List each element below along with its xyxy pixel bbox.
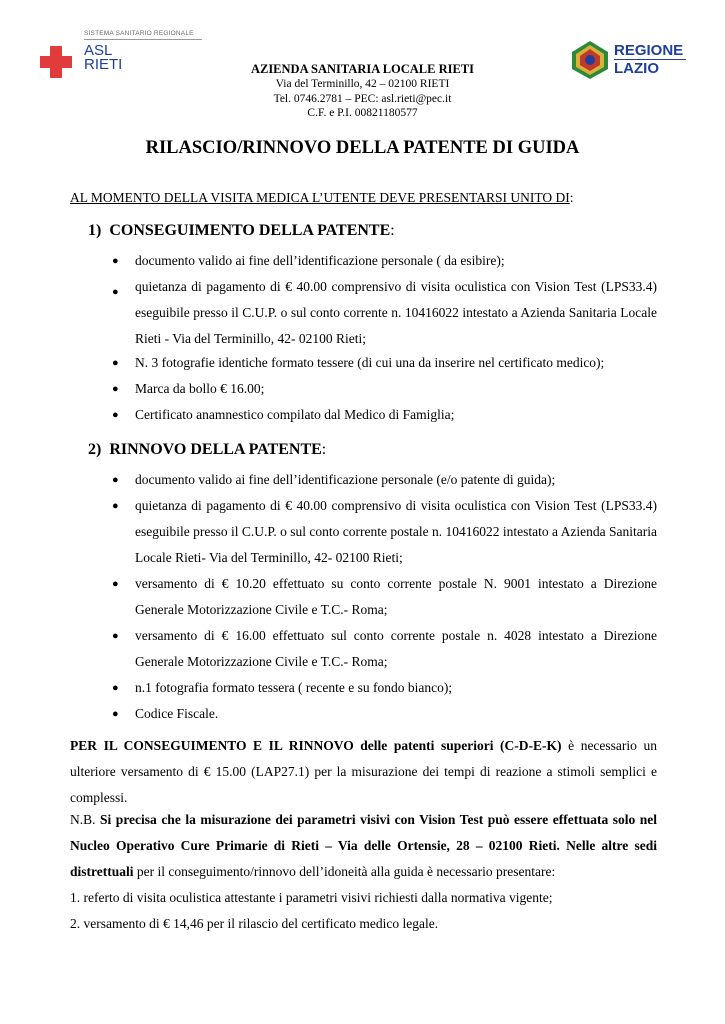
nb-text: per il conseguimento/rinnovo dell’idoneità alla guida è necessario presentare: [133, 864, 556, 879]
organization-address: Via del Terminillo, 42 – 02100 RIETI [275, 78, 450, 90]
section2-item: documento valido ai fine dell’identificazione personale (e/o patente di guida); [135, 472, 556, 487]
red-cross-icon [38, 44, 74, 80]
intro-line [70, 190, 573, 206]
superior-licence-note-text: è necessario un ulteriore versamento di € 15.00 (LAP27.1) per la misurazione dei tempi di reazione a stimoli semplici e complessi. [70, 738, 657, 805]
asl-wordmark-line2: RIETI [84, 56, 123, 73]
regione-lazio-emblem-icon [570, 40, 610, 80]
section1-item: Certificato anamnestico compilato dal Medico di Famiglia; [135, 407, 455, 422]
bullet-icon: ● [112, 500, 119, 512]
section1-item: quietanza di pagamento di € 40.00 comprensivo di visita oculistica con Vision Test (LPS33.4) eseguibile presso il C.U.P. o sul conto corrente n. 10416022 intestato a Azienda Sanitaria Locale Rieti - Via del Terminillo, 42- 02100 Rieti; [135, 279, 657, 346]
section2-suffix: : [321, 441, 327, 458]
bullet-icon: ● [112, 578, 119, 590]
section2-item: versamento di € 10.20 effettuato su conto corrente postale N. 9001 intestato a Direzione Generale Motorizzazione Civile e T.C.- Roma; [135, 576, 657, 617]
superior-licence-note [70, 733, 657, 811]
section2-item: quietanza di pagamento di € 40.00 comprensivo di visita oculistica con Vision Test (LPS33.4) eseguibile presso il C.U.P. o sul conto corrente postale n. 10416022 intestato a Azienda Sanitaria Locale Rieti- Via del Terminillo, 42- 02100 Rieti; [135, 498, 657, 565]
section2-number: 2) [88, 441, 102, 458]
bullet-icon: ● [112, 409, 119, 421]
final-item: 2. versamento di € 14,46 per il rilascio del certificato medico legale. [70, 916, 439, 931]
intro-suffix: : [569, 190, 574, 205]
asl-rieti-logo [36, 30, 206, 86]
section2-item: versamento di € 16.00 effettuato sul conto corrente postale n. 4028 intestato a Direzione Generale Motorizzazione Civile e T.C.- Roma; [135, 628, 657, 669]
bullet-icon: ● [112, 474, 119, 486]
bullet-icon: ● [112, 630, 119, 642]
section1-item: N. 3 fotografie identiche formato tessere (di cui una da inserire nel certificato medico); [135, 355, 605, 370]
section1-title: CONSEGUIMENTO DELLA PATENTE [109, 222, 391, 239]
bullet-icon: ● [112, 357, 119, 369]
bullet-icon: ● [112, 383, 119, 395]
section1-suffix: : [390, 222, 395, 239]
regione-lazio-wordmark [614, 43, 683, 77]
section2-title: RINNOVO DELLA PATENTE [109, 441, 322, 458]
section1-item: Marca da bollo € 16.00; [135, 381, 265, 396]
superior-licence-note-bold: PER IL CONSEGUIMENTO E IL RINNOVO delle patenti superiori (C-D-E-K) [70, 738, 562, 753]
lazio-wordmark-rule [614, 59, 686, 60]
nb-paragraph [70, 807, 657, 885]
document-title: RILASCIO/RINNOVO DELLA PATENTE DI GUIDA [145, 138, 580, 158]
final-item: 1. referto di visita oculistica attestante i parametri visivi richiesti dalla normativa vigente; [70, 890, 553, 905]
section2-heading [88, 441, 326, 459]
intro-text: AL MOMENTO DELLA VISITA MEDICA L’UTENTE DEVE PRESENTARSI UNITO DI [70, 190, 570, 205]
bullet-icon: ● [112, 255, 119, 267]
section2-item: Codice Fiscale. [135, 706, 219, 721]
nb-bold: Si precisa che la misurazione dei parametri visivi con Vision Test può essere effettuata solo nel Nucleo Operativo Cure Primarie di Rieti – Via delle Ortensie, 28 – 02100 Rieti. Nelle altre sedi distrettuali [70, 812, 657, 879]
logo-divider [84, 39, 202, 40]
lazio-wordmark-line2: LAZIO [614, 60, 659, 77]
organization-contacts: Tel. 0746.2781 – PEC: asl.rieti@pec.it [273, 93, 452, 105]
organization-name: AZIENDA SANITARIA LOCALE RIETI [250, 62, 475, 76]
asl-wordmark-line1: ASL [84, 42, 113, 59]
lazio-wordmark-line1: REGIONE [614, 42, 684, 59]
regione-lazio-logo [570, 40, 690, 80]
asl-wordmark [84, 44, 122, 72]
bullet-icon: ● [112, 708, 119, 720]
organization-tax-id: C.F. e P.I. 00821180577 [307, 107, 418, 119]
bullet-icon: ● [112, 286, 119, 298]
section1-number: 1) [88, 222, 102, 239]
nb-prefix: N.B. [70, 812, 101, 827]
section2-item: n.1 fotografia formato tessera ( recente e su fondo bianco); [135, 680, 453, 695]
bullet-icon: ● [112, 682, 119, 694]
section1-heading [88, 222, 395, 240]
section1-item: documento valido ai fine dell’identificazione personale ( da esibire); [135, 253, 505, 268]
regional-system-label: SISTEMA SANITARIO REGIONALE [84, 30, 194, 37]
